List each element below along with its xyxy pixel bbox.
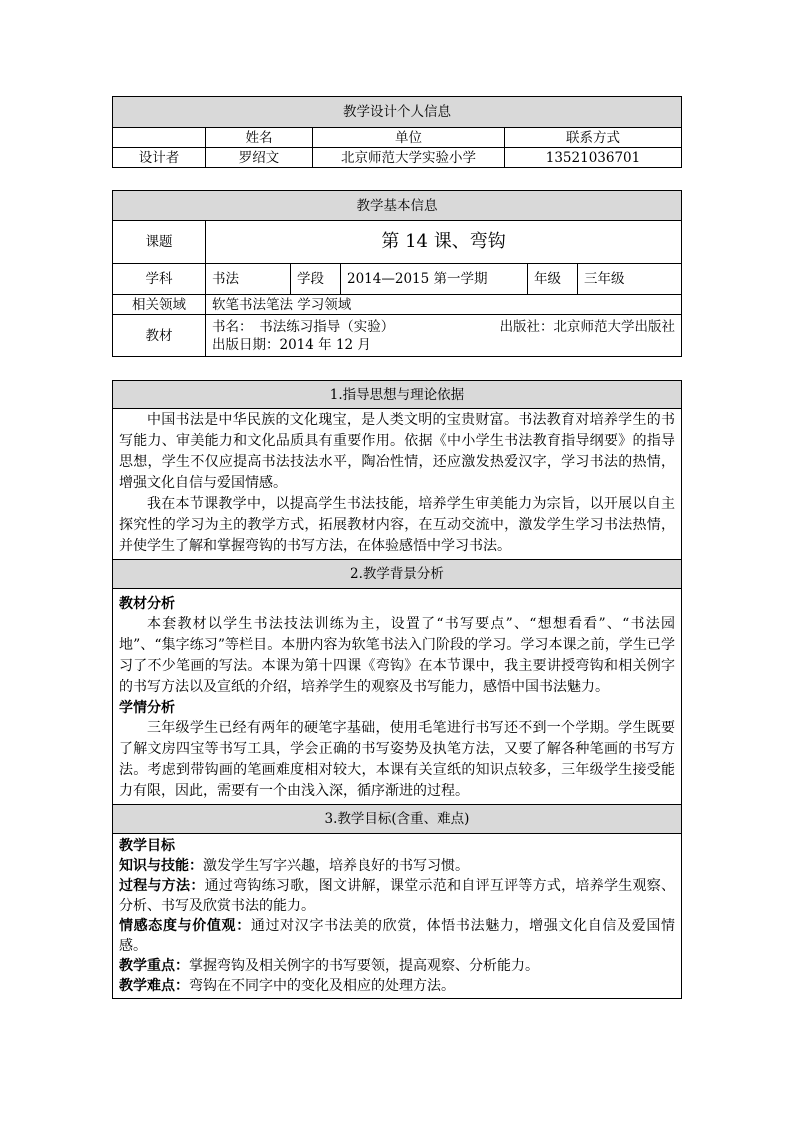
objective-knowledge-label: 知识与技能： [119,858,203,874]
difficult-point-label: 教学难点： [119,978,189,994]
section1-paragraph-1: 中国书法是中华民族的文化瑰宝，是人类文明的宝贵财富。书法教育对培养学生的书写能力、审美能力和文化品质具有重要作用。依据《中小学生书法教育指导纲要》的指导思想，学生不仅应提高书法技法水平，陶冶性情，还应激发热爱汉字，学习书法的热情，增强文化自信与爱国情感。 [119,412,675,491]
objectives-heading: 教学目标 [119,838,175,854]
designer-label: 设计者 [113,148,206,168]
col-contact-header: 联系方式 [505,128,682,148]
section1-title: 1.指导思想与理论依据 [113,381,682,409]
designer-unit: 北京师范大学实验小学 [313,148,505,168]
textbook-line-1 [212,318,675,336]
designer-info-title: 教学设计个人信息 [113,97,682,128]
textbook-info [206,315,682,357]
field-label: 相关领域 [113,295,206,315]
objective-process-text: 通过弯钩练习歌，图文讲解，课堂示范和自评互评等方式，培养学生观察、分析、书写及欣赏书法的能力。 [119,878,676,914]
textbook-analysis-heading: 教材分析 [119,596,175,612]
section2-title: 2.教学背景分析 [113,560,682,589]
student-analysis-text: 三年级学生已经有两年的硬笔字基础，使用毛笔进行书写还不到一个学期。学生既要了解文房四宝等书写工具，学会正确的书写姿势及执笔方法，又要了解各种笔画的书写方法。考虑到带钩画的笔画难度相对较大，本课有关宣纸的知识点较多，三年级学生接受能力有限，因此，需要有一个由浅入深，循序渐进的过程。 [119,720,675,799]
designer-contact: 13521036701 [505,148,682,168]
section1-paragraph-2: 我在本节课教学中，以提高学生书法技能，培养学生审美能力为宗旨，以开展以自主探究性的学习为主的教学方式，拓展教材内容，在互动交流中，激发学生学习书法热情，并使学生了解和掌握弯钩的书写方法，在体验感悟中学习书法。 [119,496,675,554]
objective-process [119,876,675,916]
basic-info-table [112,190,682,357]
empty-cell [113,128,206,148]
textbook-analysis-text: 本套教材以学生书法技法训练为主，设置了“书写要点”、“想想看看”、“书法园地”、“集字练习”等栏目。本册内容为软笔书法入门阶段的学习。学习本课之前，学生已学习了不少笔画的写法。本课为第十四课《弯钩》在本节课中，我主要讲授弯钩和相关例字的书写方法以及宣纸的介绍，培养学生的观察及书写能力，感悟中国书法魅力。 [119,616,675,695]
grade-label: 年级 [528,264,578,295]
key-point [119,956,675,976]
key-point-text: 掌握弯钩及相关例字的书写要领，提高观察、分析能力。 [189,958,539,974]
grade-value: 三年级 [578,264,682,295]
objective-emotion-text: 通过对汉字书法美的欣赏，体悟书法魅力，增强文化自信及爱国情感。 [119,918,676,954]
key-point-label: 教学重点： [119,958,189,974]
objective-emotion [119,916,675,956]
publisher: 出版社：北京师范大学出版社 [499,318,676,335]
subject-value: 书法 [206,264,291,295]
stage-value: 2014—2015 第一学期 [341,264,528,295]
objective-knowledge [119,856,675,876]
designer-info-table [112,96,682,168]
difficult-point [119,976,675,996]
designer-name: 罗绍文 [206,148,313,168]
lesson-label: 课题 [113,221,206,264]
student-analysis-heading: 学情分析 [119,700,175,716]
subject-label: 学科 [113,264,206,295]
objective-process-label: 过程与方法： [119,878,205,894]
col-name-header: 姓名 [206,128,313,148]
basic-info-title: 教学基本信息 [113,191,682,221]
lesson-title: 第 14 课、弯钩 [206,221,682,264]
field-value: 软笔书法笔法 学习领域 [206,295,682,315]
pub-date: 出版日期：2014 年 12 月 [212,336,371,353]
stage-label: 学段 [291,264,341,295]
textbook-label: 教材 [113,315,206,357]
teaching-design-table [112,380,682,999]
book-name: 书名： 书法练习指导（实验） [212,318,395,335]
section3-body [113,834,682,999]
objective-knowledge-text: 激发学生写字兴趣，培养良好的书写习惯。 [203,858,469,874]
section2-body [113,589,682,805]
section3-title: 3.教学目标(含重、难点) [113,805,682,834]
section1-body [113,409,682,560]
objective-emotion-label: 情感态度与价值观： [119,918,251,934]
difficult-point-text: 弯钩在不同字中的变化及相应的处理方法。 [189,978,455,994]
col-unit-header: 单位 [313,128,505,148]
